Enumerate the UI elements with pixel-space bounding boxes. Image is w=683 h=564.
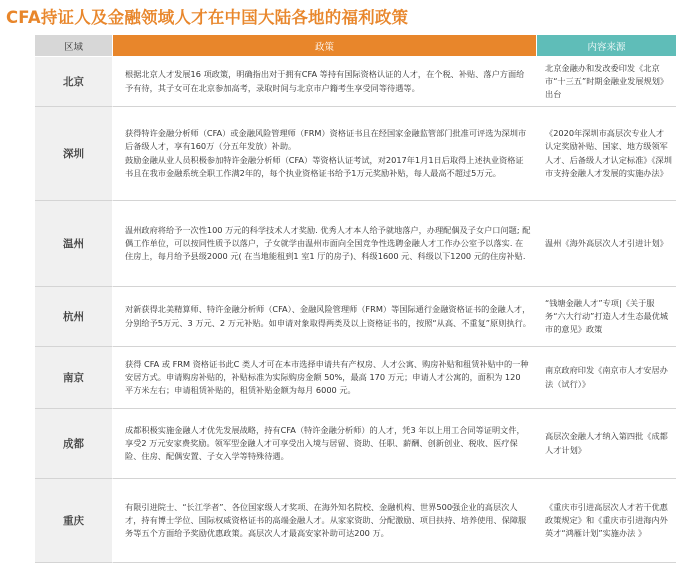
policy-cell bbox=[113, 287, 537, 347]
source-text: 温州《海外高层次人才引进计划》 bbox=[545, 237, 668, 248]
source-cell bbox=[537, 479, 676, 563]
region-cell: 温州 bbox=[35, 201, 113, 287]
source-cell bbox=[537, 201, 676, 287]
table-row bbox=[35, 107, 676, 201]
source-text: 南京政府印发《南京市人才安居办法（试行）》 bbox=[545, 365, 668, 389]
source-cell bbox=[537, 287, 676, 347]
region-cell: 南京 bbox=[35, 347, 113, 409]
source-text: 北京金融办和发改委印发《北京市“十三五”时期金融业发展规划》出台 bbox=[545, 62, 669, 100]
policy-text: 根据北京人才发展16 项政策，明确指出对于拥有CFA 等持有国际资格认证的人才，在个税、补贴、落户方面给予有待，其子女可在北京参加高考，录取时间与北京市户籍考生享受同等待遇等。 bbox=[125, 69, 525, 93]
region-cell: 重庆 bbox=[35, 479, 113, 563]
region-cell: 成都 bbox=[35, 409, 113, 479]
page-title: CFA持证人及金融领域人才在中国大陆各地的福利政策 bbox=[6, 8, 409, 27]
policy-cell bbox=[113, 409, 537, 479]
policy-cell bbox=[113, 479, 537, 563]
source-cell bbox=[537, 409, 676, 479]
header-region: 区域 bbox=[35, 35, 113, 57]
table-header-row bbox=[35, 35, 676, 57]
policy-cell bbox=[113, 347, 537, 409]
source-cell bbox=[537, 57, 676, 107]
policy-cell bbox=[113, 107, 537, 201]
header-policy: 政策 bbox=[113, 35, 537, 57]
source-cell bbox=[537, 107, 676, 201]
table-row bbox=[35, 287, 676, 347]
policy-text: 获得特许金融分析师（CFA）或金融风险管理师（FRM）资格证书且在经国家金融监管部门批准可评选为深圳市后备级人才，享有160万（分五年发放）补助。 鼓励金融从业人员积极参加特许金融分析师（CFA）等资格认证考试，对2017年1月1日后取得上述执业资格证书且在我市金融系统全职工作满2年的，每个执业资格证书给予1万元奖励补贴，每人最高不超过5万元。 bbox=[125, 128, 527, 178]
policy-cell bbox=[113, 201, 537, 287]
policy-text: 有限引进院士、“长江学者”、各位国家级人才奖项、在海外知名院校、金融机构、世界500强企业的高层次人才，持有博士学位、国际权威资格证书的高端金融人才。从家家资助、分配激励、项目扶持、培养使用、保障服务等五个方面给予奖励优惠政策。高层次人才最高安家补助可达200 万。 bbox=[125, 501, 527, 539]
region-cell: 深圳 bbox=[35, 107, 113, 201]
source-text: 《2020年深圳市高层次专业人才认定奖励补贴、国家、地方级领军人才、后备级人才认定标准》《深圳市支持金融人才发展的实施办法》 bbox=[545, 128, 672, 178]
policy-text: 获得 CFA 或 FRM 资格证书此C 类人才可在本市选择申请共有产权房、人才公寓、购房补贴和租赁补贴中的一种安居方式。申请购房补贴的，补贴标准为实际购房金额 50%，最高 170 万元；申请人才公寓的，面积为 120 平方米左右；申请租赁补贴的，租赁补贴金额为每月 6000 元。 bbox=[125, 358, 529, 396]
source-text: 高层次金融人才纳入第四批《成都人才计划》 bbox=[545, 431, 668, 455]
source-text: 《重庆市引进高层次人才若干优惠政策规定》和《重庆市引进海内外英才“鸿雁计划”实施办法 》 bbox=[545, 501, 668, 539]
region-cell: 杭州 bbox=[35, 287, 113, 347]
region-cell: 北京 bbox=[35, 57, 113, 107]
policy-cell bbox=[113, 57, 537, 107]
table-row bbox=[35, 57, 676, 107]
policy-text: 成都积极实施金融人才优先发展战略，持有CFA（特许金融分析师）的人才，凭3 年以上用工合同等证明文件，享受2 万元安家费奖励。领军型金融人才可享受出入境与居留、资助、任职、薪酬、创新创业、税收、医疗保险、住房、配偶安置、子女入学等特殊待遇。 bbox=[125, 424, 525, 462]
source-cell bbox=[537, 347, 676, 409]
policy-text: 对新获得北美精算师、特许金融分析师（CFA）、金融风险管理师（FRM）等国际通行金融资格证书的金融人才，分别给予5万元、3 万元、2 万元补贴。如申请对象取得两类及以上资格证书的，按照“从高、不重复”原则执行。 bbox=[125, 304, 531, 328]
table-row bbox=[35, 479, 676, 563]
source-text: “钱塘金融人才”专项|《关于服务“六大行动”打造人才生态最优城市的意见》政策 bbox=[545, 297, 669, 335]
table-row bbox=[35, 347, 676, 409]
policy-text: 温州政府将给予一次性100 万元的科学技术人才奖励. 优秀人才本人给予就地落户，办理配偶及子女户口问题; 配偶工作单位，可以按同性质予以落户，子女就学由温州市面向全国竞争性选聘金融人才工作办公室予以落实. 在住房上，每月给予县级2000 元( 在当地能租到1 室1 厅的房子)、科级1600 元、科级以下1200 元的住房补贴. bbox=[125, 224, 531, 262]
policy-table bbox=[35, 35, 676, 563]
table-row bbox=[35, 201, 676, 287]
header-source: 内容来源 bbox=[537, 35, 676, 57]
table-row bbox=[35, 409, 676, 479]
